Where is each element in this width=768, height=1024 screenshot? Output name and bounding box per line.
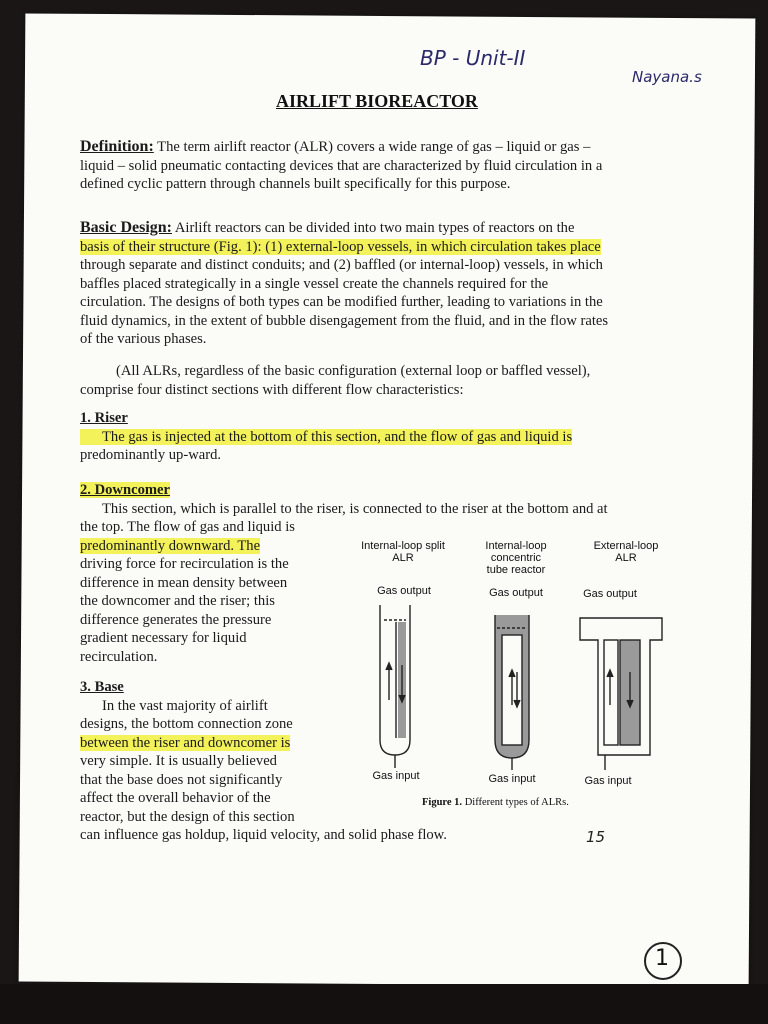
basic-design-label: Basic Design:	[80, 219, 172, 236]
figure-caption-label: Figure 1.	[422, 797, 463, 808]
all-alrs-line: (All ALRs, regardless of the basic configuration (external loop or baffled vessel),	[116, 363, 591, 379]
figure-type-line: tube reactor	[486, 564, 546, 576]
basic-design-line: circulation. The designs of both types can be modified further, leading to variations in the	[80, 294, 603, 310]
figure-type-line: ALR	[615, 552, 637, 564]
downcomer-line: gradient necessary for liquid	[80, 630, 247, 646]
definition-line: liquid – solid pneumatic contacting devices that are characterized by fluid circulation in a	[80, 157, 603, 174]
all-alrs-paragraph	[80, 362, 705, 399]
base-line: that the base does not significantly	[80, 771, 283, 788]
figure-type-line: Internal-loop	[485, 540, 547, 552]
riser-heading: 1. Riser	[80, 410, 128, 426]
definition-paragraph	[80, 138, 700, 194]
downcomer-line: difference in mean density between	[80, 574, 288, 591]
page-number: 1	[655, 946, 669, 971]
airlift-reactor-figure	[360, 600, 670, 770]
base-line: designs, the bottom connection zone	[80, 716, 293, 732]
downcomer-line: This section, which is parallel to the riser, is connected to the riser at the bottom and at	[102, 500, 608, 517]
concentric-tube-diagram	[495, 615, 529, 770]
unit-annotation: BP - Unit-II	[420, 46, 526, 70]
gas-input-label: Gas input	[584, 775, 632, 787]
split-alr-diagram	[380, 605, 410, 768]
all-alrs-line: comprise four distinct sections with different flow characteristics:	[80, 381, 464, 398]
base-line: affect the overall behavior of the	[80, 790, 271, 806]
basic-design-line: of the various phases.	[80, 331, 207, 347]
downcomer-line: predominantly downward. The	[80, 537, 261, 554]
riser-line: The gas is injected at the bottom of this section, and the flow of gas and liquid is	[80, 429, 572, 445]
name-annotation: Nayana.s	[632, 68, 702, 86]
gas-output-label: Gas output	[377, 585, 431, 597]
basic-design-line: basis of their structure (Fig. 1): (1) external-loop vessels, in which circulation takes place	[80, 238, 601, 255]
base-line: In the vast majority of airlift	[102, 697, 268, 714]
basic-design-line: baffles placed strategically in a single vessel create the channels required for the	[80, 275, 549, 292]
downcomer-line: recirculation.	[80, 648, 158, 665]
gas-output-label: Gas output	[583, 588, 637, 600]
figure-type-label	[578, 540, 674, 564]
base-heading: 3. Base	[80, 679, 124, 695]
basic-design-paragraph	[80, 219, 705, 349]
gas-input-label: Gas input	[488, 773, 536, 785]
figure-type-line: External-loop	[593, 540, 659, 552]
basic-design-line: Airlift reactors can be divided into two main types of reactors on the	[174, 220, 575, 236]
figure-caption-text: Different types of ALRs.	[464, 797, 569, 808]
gas-input-label: Gas input	[372, 770, 420, 782]
base-line: between the riser and downcomer is	[80, 734, 291, 751]
figure-type-line: ALR	[392, 552, 414, 564]
downcomer-line: difference generates the pressure	[80, 611, 272, 628]
definition-line: The term airlift reactor (ALR) covers a wide range of gas – liquid or gas –	[157, 139, 591, 155]
margin-page-number: 15	[586, 828, 606, 846]
base-line: very simple. It is usually believed	[80, 753, 277, 769]
base-line: can influence gas holdup, liquid velocity, and solid phase flow.	[80, 827, 447, 843]
figure-type-label	[350, 540, 456, 564]
gas-output-label: Gas output	[489, 587, 543, 599]
basic-design-line: through separate and distinct conduits; and (2) baffled (or internal-loop) vessels, in which	[80, 257, 603, 273]
external-loop-diagram	[580, 618, 662, 770]
scan-background	[0, 984, 768, 1024]
downcomer-line: the downcomer and the riser; this	[80, 593, 275, 609]
downcomer-line: driving force for recirculation is the	[80, 556, 289, 572]
riser-section	[80, 409, 705, 465]
riser-line: predominantly up-ward.	[80, 447, 222, 463]
figure-type-label	[468, 540, 564, 576]
base-line: reactor, but the design of this section	[80, 808, 295, 825]
figure-caption	[422, 797, 569, 808]
definition-line: defined cyclic pattern through channels built specifically for this purpose.	[80, 176, 511, 192]
definition-label: Definition:	[80, 138, 154, 155]
figure-type-line: concentric	[490, 552, 542, 564]
page-title: AIRLIFT BIOREACTOR	[276, 91, 478, 111]
basic-design-line: fluid dynamics, in the extent of bubble disengagement from the fluid, and in the flow rates	[80, 312, 609, 329]
downcomer-line: the top. The flow of gas and liquid is	[80, 519, 295, 535]
downcomer-heading: 2. Downcomer	[80, 482, 170, 498]
figure-type-line: Internal-loop split	[361, 540, 445, 552]
